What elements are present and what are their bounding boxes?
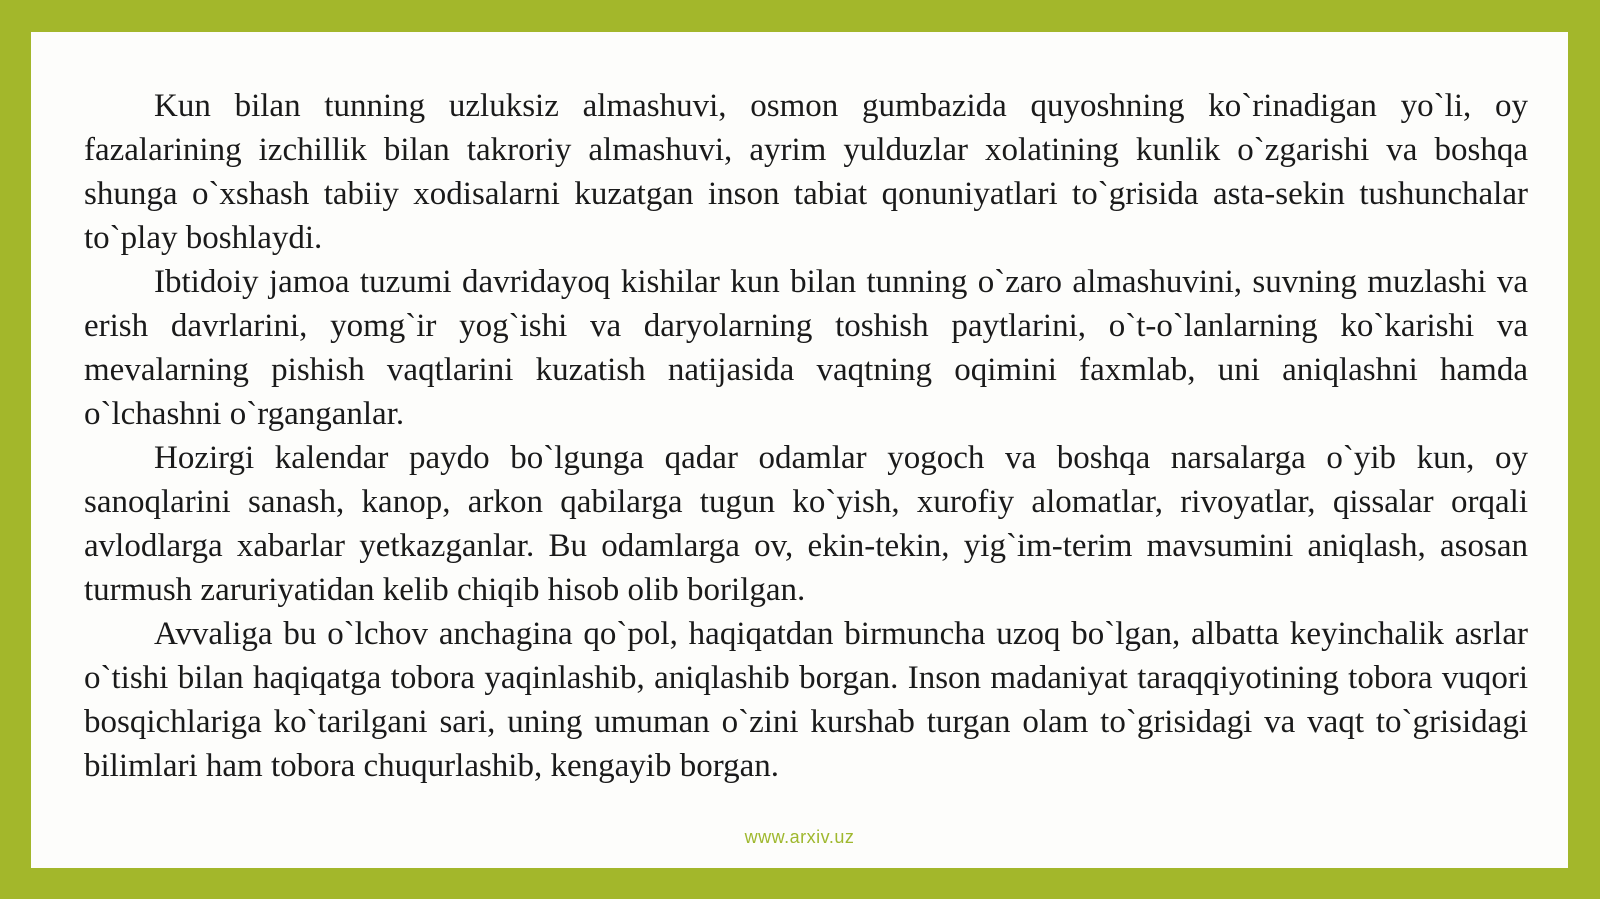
paragraph-2: Ibtidoiy jamoa tuzumi davridayoq kishilar kun bilan tunning o`zaro almashuvini, suvning muzlashi va erish davrlarini, yomg`ir yog`ishi va daryolarning toshish paytlarini, o`t-o`lanlarning ko`karishi va mevalarning pishish vaqtlarini kuzatish natijasida vaqtning oqimini faxmlab, uni aniqlashni hamda o`lchashni o`rganganlar. [84, 264, 1528, 432]
slide-page [31, 32, 1568, 868]
footer-website-link[interactable]: www.arxiv.uz [744, 827, 855, 847]
paragraph-4: Avvaliga bu o`lchov anchagina qo`pol, haqiqatdan birmuncha uzoq bo`lgan, albatta keyinchalik asrlar o`tishi bilan haqiqatga tobora yaqinlashib, aniqlashib borgan. Inson madaniyat taraqqiyotining tobora vuqori bosqichlariga ko`tarilgani sari, uning umuman o`zini kurshab turgan olam to`grisidagi va vaqt to`grisidagi bilimlari ham tobora chuqurlashib, kengayib borgan. [84, 616, 1528, 784]
paragraph-1: Kun bilan tunning uzluksiz almashuvi, osmon gumbazida quyoshning ko`rinadigan yo`li, oy fazalarining izchillik bilan takroriy almashuvi, ayrim yulduzlar xolatining kunlik o`zgarishi va boshqa shunga o`xshash tabiiy xodisalarni kuzatgan inson tabiat qonuniyatlari to`grisida asta-sekin tushunchalar to`play boshlaydi. [84, 88, 1528, 256]
text-body [84, 84, 1528, 788]
paragraph-3: Hozirgi kalendar paydo bo`lgunga qadar odamlar yogoch va boshqa narsalarga o`yib kun, oy sanoqlarini sanash, kanop, arkon qabilarga tugun ko`yish, xurofiy alomatlar, rivoyatlar, qissalar orqali avlodlarga xabarlar yetkazganlar. Bu odamlarga ov, ekin-tekin, yig`im-terim mavsumini aniqlash, asosan turmush zaruriyatidan kelib chiqib hisob olib borilgan. [84, 440, 1528, 608]
